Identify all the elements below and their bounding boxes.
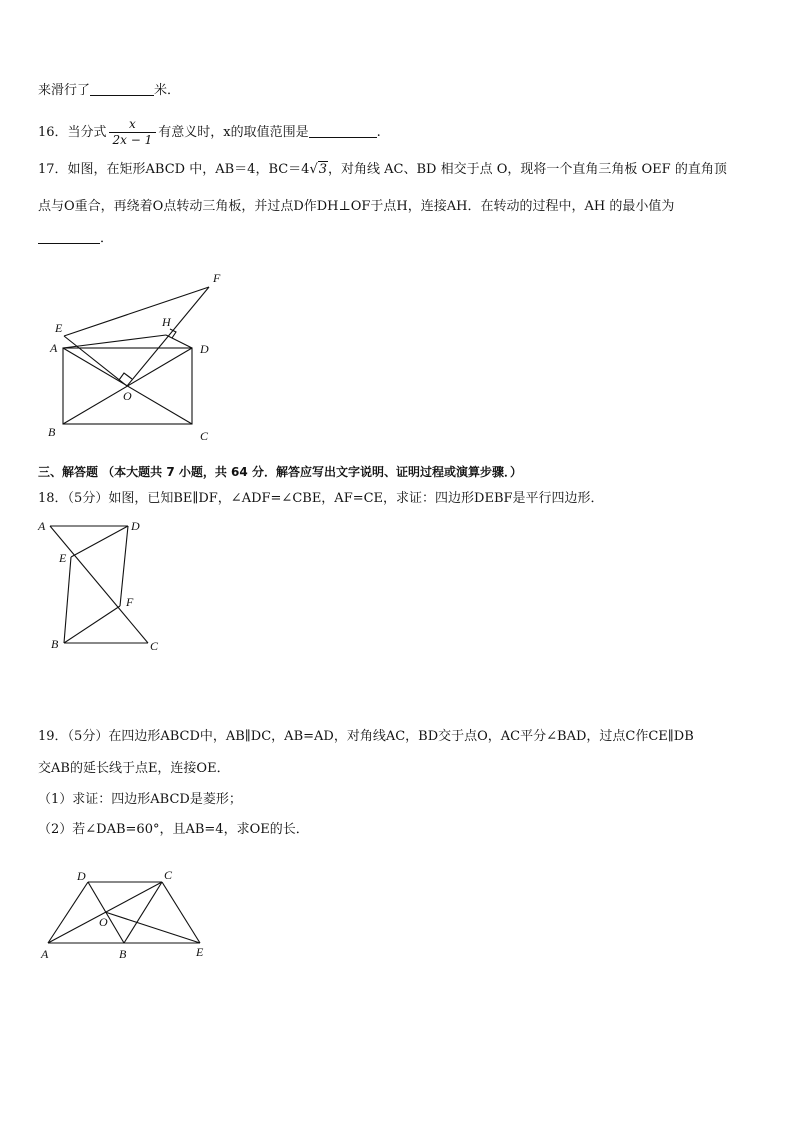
fig17-label-d: D	[200, 342, 209, 356]
fig18-segment-bf	[64, 606, 120, 643]
fig17-segment-oe	[64, 336, 127, 386]
fig17-label-a: A	[50, 341, 58, 355]
fig19-segment-oe	[105, 912, 200, 943]
fig18-segment-ac	[50, 526, 148, 643]
fig17-diagonal-ac	[63, 348, 192, 424]
q19-part2: （2）若∠DAB=60°，且AB=4，求OE的长．	[38, 822, 309, 837]
q16	[38, 117, 381, 148]
q16-end: .	[376, 125, 381, 140]
fig19-label-b: B	[119, 947, 127, 961]
q17-line3-end: ．	[100, 231, 114, 246]
q16-frac-numerator: x	[129, 117, 136, 131]
fig17-label-h: H	[162, 315, 171, 329]
fig17-diagonal-bd	[63, 348, 192, 424]
q15-tail	[38, 82, 180, 100]
fig17-label-e: E	[55, 321, 63, 335]
fig17-label-b: B	[48, 425, 56, 439]
q17-line1-a: 17．如图，在矩形ABCD 中，AB＝4，BC＝4	[38, 162, 310, 177]
fig17-segment-dh	[166, 335, 192, 348]
fig18-label-d: D	[131, 519, 140, 533]
q15-text-before: 来滑行了	[38, 83, 91, 98]
q16-answer-blank[interactable]	[309, 137, 377, 138]
fig19-diagonal-ac	[48, 882, 162, 943]
fig17-segment-ah	[63, 335, 166, 348]
q18-text: 18．（5分）如图，已知BE∥DF，∠ADF=∠CBE，AF=CE，求证：四边形DEBF是平行四边形．	[38, 491, 604, 506]
fig18-segment-de	[71, 526, 128, 557]
q16-frac-denominator: 2x − 1	[109, 132, 157, 148]
fig17-rectangle-abcd	[63, 348, 192, 424]
q17-line3	[38, 230, 113, 248]
q17-answer-blank[interactable]	[38, 243, 100, 244]
q19-line2: 交AB的延长线于点E，连接OE．	[38, 761, 230, 776]
fig17-right-angle-o	[119, 373, 132, 380]
sqrt-symbol: √3	[309, 162, 328, 177]
fig17-label-c: C	[200, 429, 209, 443]
fig18-segment-eb	[64, 557, 71, 643]
fig17-label-o: O	[123, 389, 132, 403]
fig18-label-b: B	[51, 637, 59, 651]
fig19-segment-bc	[124, 882, 162, 943]
q15-text-after: 米．	[154, 83, 181, 98]
fig17-segment-of	[127, 287, 209, 386]
fig19-label-o: O	[99, 915, 108, 929]
fig19-diagonal-bd	[88, 882, 124, 943]
fig19-label-a: A	[41, 947, 49, 961]
fig18-label-c: C	[150, 639, 159, 653]
q16-fraction	[109, 117, 157, 148]
fig18-label-e: E	[59, 551, 67, 565]
q16-prefix: 16．当分式	[38, 125, 107, 140]
fig17-right-angle-h	[170, 329, 176, 338]
fig18-label-a: A	[38, 519, 46, 533]
fig18-segment-df	[120, 526, 128, 606]
fig17-segment-ef	[64, 287, 209, 336]
q17-line2: 点与O重合，再绕着O点转动三角板，并过点D作DH⊥OF于点H，连接AH．在转动的过程中，AH 的最小值为	[38, 199, 675, 214]
q17-sqrt-value: 3	[318, 162, 328, 177]
q16-suffix: 有意义时，x的取值范围是	[158, 125, 309, 140]
q17-line1-b: ，对角线 AC、BD 相交于点 O，现将一个直角三角板 OEF 的直角顶	[328, 162, 727, 177]
fig18-label-f: F	[126, 595, 134, 609]
fig19-label-c: C	[164, 868, 173, 882]
fig19-label-d: D	[77, 869, 86, 883]
fig17-label-f: F	[213, 271, 221, 285]
q19-line1: 19．（5分）在四边形ABCD中，AB∥DC，AB=AD，对角线AC，BD交于点O，AC平分∠BAD，过点C作CE∥DB	[38, 729, 694, 744]
fig19-label-e: E	[196, 945, 204, 959]
q17-line1	[38, 161, 727, 179]
fig19-segment-ad	[48, 882, 88, 943]
q19-part1: （1）求证：四边形ABCD是菱形；	[38, 792, 242, 807]
fig19-segment-ce	[162, 882, 200, 943]
section-3-heading: 三、解答题 （本大题共 7 小题，共 64 分．解答应写出文字说明、证明过程或演算步骤．）	[38, 465, 522, 479]
q15-answer-blank[interactable]	[90, 95, 154, 96]
